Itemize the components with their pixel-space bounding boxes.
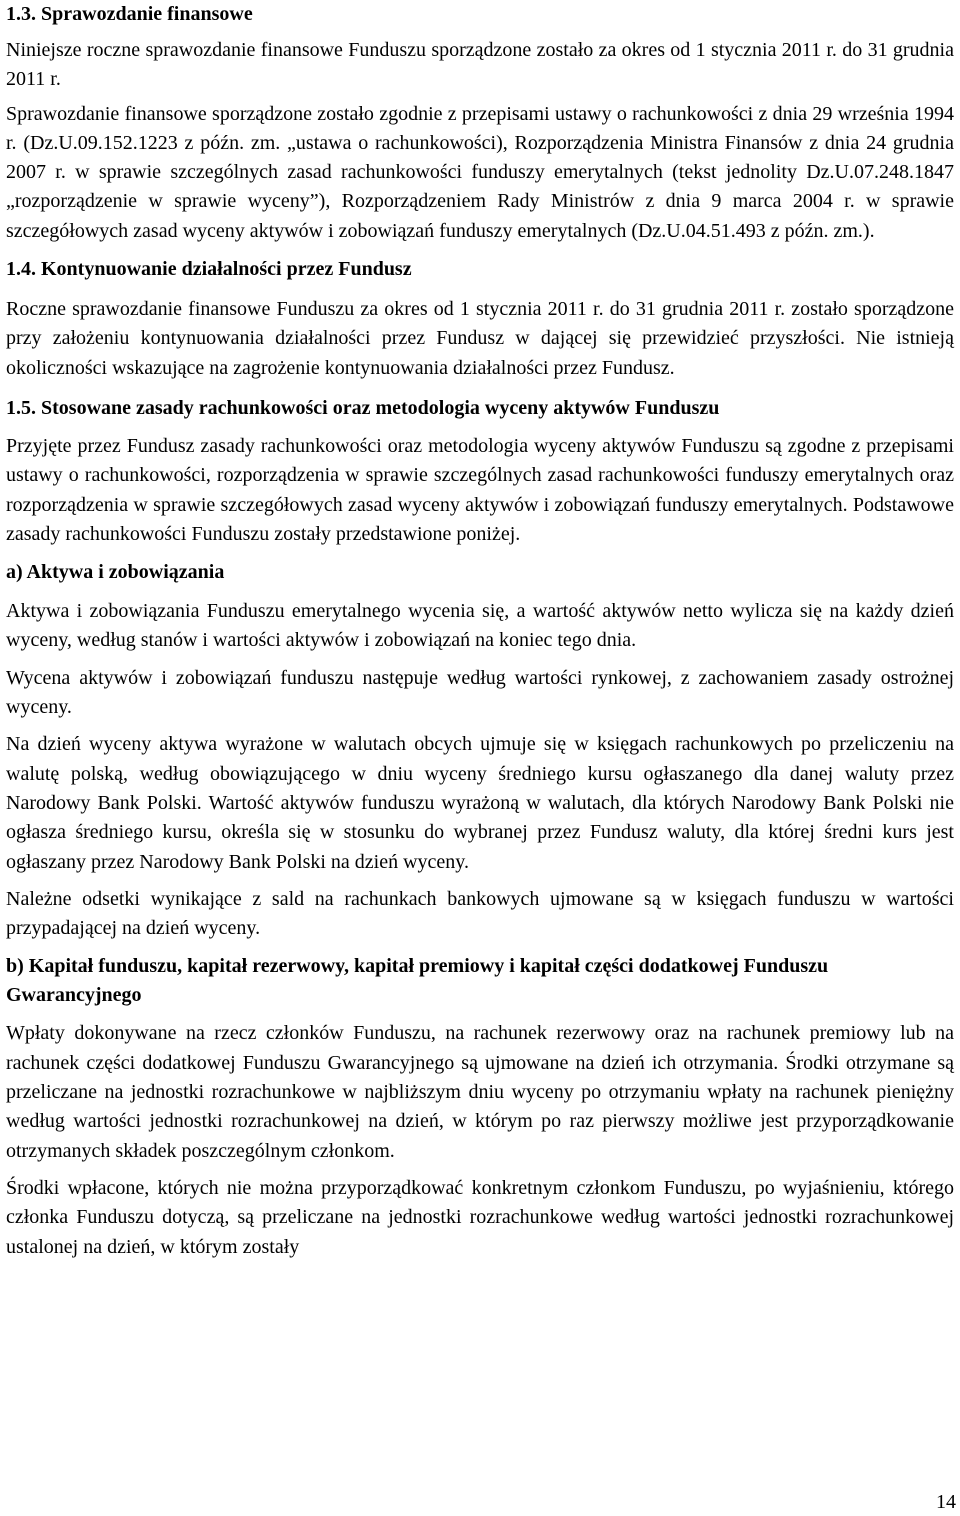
paragraph-going-concern: Roczne sprawozdanie finansowe Funduszu za okres od 1 stycznia 2011 r. do 31 grudnia 2011 r. zostało sporządzone przy założeniu kontynuowania działalności przez Fundusz w dającej się przewidzieć przyszłości. Nie istnieją okoliczności wskazujące na zagrożenie kontynuowania działalności przez Fundusz. <box>6 298 954 379</box>
section-heading-1-3: 1.3. Sprawozdanie finansowe <box>6 3 253 25</box>
document-page <box>6 0 954 1262</box>
section-heading-1-4: 1.4. Kontynuowanie działalności przez Fundusz <box>6 258 412 281</box>
paragraph-legal-basis: Sprawozdanie finansowe sporządzone zostało zgodnie z przepisami ustawy o rachunkowości z dnia 29 września 1994 r. (Dz.U.09.152.1223 z późn. zm. „ustawa o rachunkowości), Rozporządzenia Ministra Finansów z dnia 24 grudnia 2007 r. w sprawie szczególnych zasad rachunkowości funduszy emerytalnych (tekst jednolity Dz.U.07.248.1847 „rozporządzenie w sprawie wyceny”), Rozporządzeniem Rady Ministrów z dnia 9 marca 2004 r. w sprawie szczegółowych zasad wyceny aktywów i zobowiązań funduszy emerytalnych (Dz.U.04.51.493 z późn. zm.). <box>6 102 954 242</box>
paragraph-unassigned-funds: Środki wpłacone, których nie można przyporządkować konkretnym członkom Funduszu, po wyjaśnieniu, którego członka Funduszu dotyczą, są przeliczane na jednostki rozrachunkowe według wartości jednostki rozrachunkowej ustalonej na dzień, w którym zostały <box>6 1176 954 1258</box>
paragraph-interest: Należne odsetki wynikające z sald na rachunkach bankowych ujmowane są w księgach funduszu w wartości przypadającej na dzień wyceny. <box>6 887 954 940</box>
page-number: 14 <box>936 1491 956 1513</box>
paragraph-foreign-currency: Na dzień wyceny aktywa wyrażone w walutach obcych ujmuje się w księgach rachunkowych po przeliczeniu na walutę polską, według obowiązującego w dniu wyceny średniego kursu ogłaszanego dla danej waluty przez Narodowy Bank Polski. Wartość aktywów funduszu wyrażoną w walutach, dla których Narodowy Bank Polski nie ogłasza średniego kursu, określa się w stosunku do wybranej przez Fundusz waluty, dla której średni kurs jest ogłaszany przez Narodowy Bank Polski na dzień wyceny. <box>6 733 954 873</box>
section-heading-1-5: 1.5. Stosowane zasady rachunkowości oraz metodologia wyceny aktywów Funduszu <box>6 396 720 419</box>
subsection-heading-b: b) Kapitał funduszu, kapitał rezerwowy, kapitał premiowy i kapitał części dodatkowej Funduszu Gwarancyjnego <box>6 955 829 1007</box>
subsection-heading-a: a) Aktywa i zobowiązania <box>6 561 225 584</box>
paragraph-contributions: Wpłaty dokonywane na rzecz członków Funduszu, na rachunek rezerwowy oraz na rachunek premiowy lub na rachunek części dodatkowej Funduszu Gwarancyjnego są ujmowane na dzień ich otrzymania. Środki otrzymane są przeliczane na jednostki rozrachunkowe w najbliższym dniu wyceny po otrzymaniu wpłaty na rachunek pieniężny według wartości jednostki rozrachunkowej na dzień, w którym po raz pierwszy możliwe jest przyporządkowanie otrzymanych składek poszczególnym członkom. <box>6 1022 954 1162</box>
paragraph-market-value: Wycena aktywów i zobowiązań funduszu następuje według wartości rynkowej, z zachowaniem zasady ostrożnej wyceny. <box>6 666 954 719</box>
paragraph-period: Niniejsze roczne sprawozdanie finansowe Funduszu sporządzone zostało za okres od 1 stycznia 2011 r. do 31 grudnia 2011 r. <box>6 39 954 91</box>
paragraph-accounting-principles: Przyjęte przez Fundusz zasady rachunkowości oraz metodologia wyceny aktywów Funduszu są zgodne z przepisami ustawy o rachunkowości, rozporządzenia w sprawie szczególnych zasad rachunkowości funduszy emerytalnych oraz rozporządzenia w sprawie szczegółowych zasad wyceny aktywów i zobowiązań funduszy emerytalnych. Podstawowe zasady rachunkowości Funduszu zostały przedstawione poniżej. <box>6 434 954 545</box>
paragraph-assets-valuation: Aktywa i zobowiązania Funduszu emerytalnego wycenia się, a wartość aktywów netto wylicza się na każdy dzień wyceny, według stanów i wartości aktywów i zobowiązań na koniec tego dnia. <box>6 600 954 652</box>
